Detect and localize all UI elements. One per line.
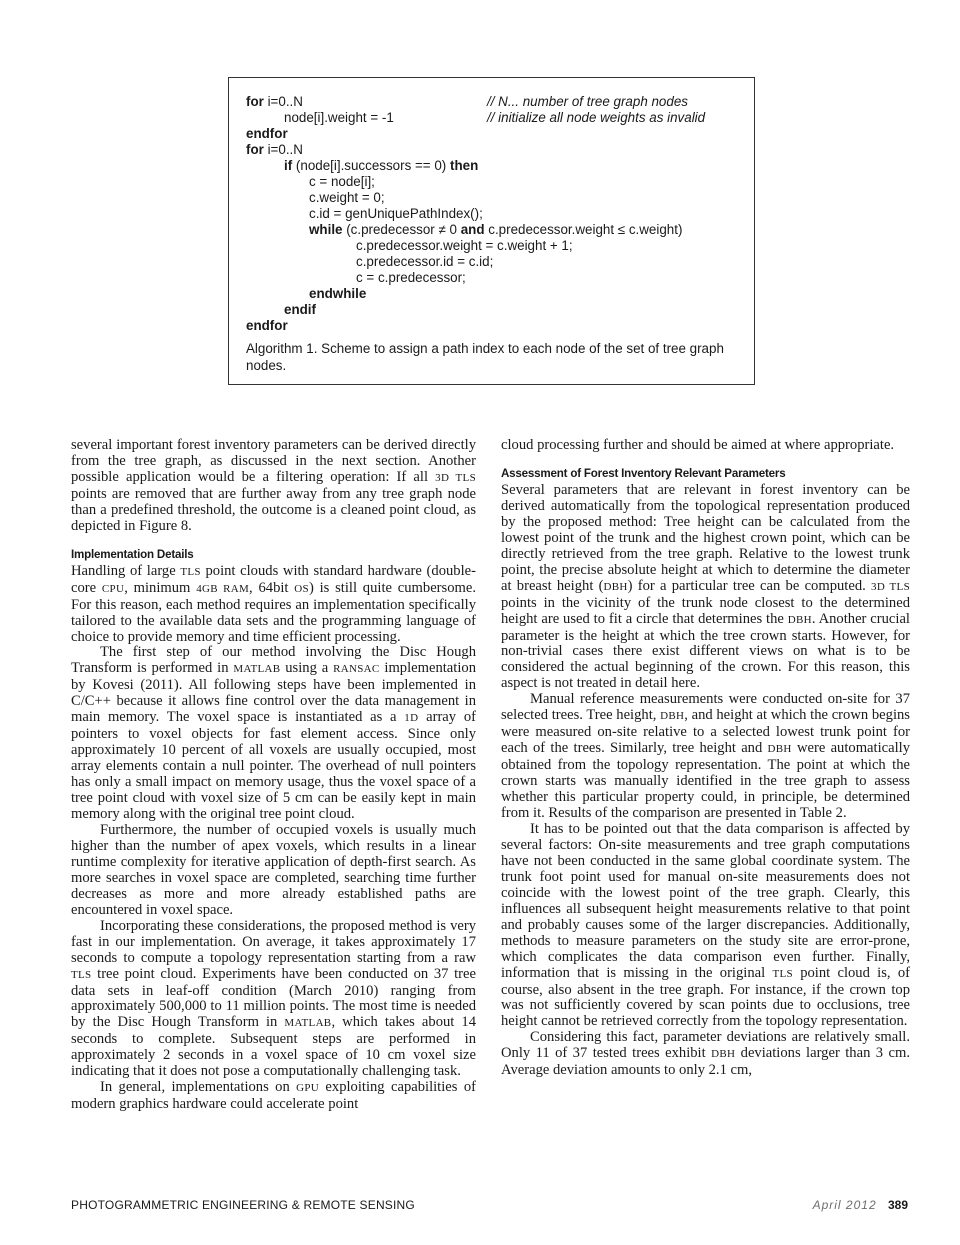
journal-name: PHOTOGRAMMETRIC ENGINEERING & REMOTE SENSING [71,1198,415,1212]
issue-date: April 2012 [812,1198,877,1212]
code-line: endfor [246,126,288,141]
section-heading: Implementation Details [71,547,194,561]
page-info [813,1198,908,1212]
paragraph: Handling of large TLS point clouds with standard hardware (double-core CPU, minimum 4GB RAM, 64bit OS) is still quite cumbersome. For this reason, each method requires an implementation specifically tailored to the available data sets and the programming language of choice to provide memory and time efficient processing. [71,562,476,645]
paragraph: several important forest inventory parameters can be derived directly from the tree graph, as discussed in the next section. Another possible application would be a filtering operation: If all 3D TLS points are removed that are further away from any tree graph node than a predefined threshold, the outcome is a cleaned point cloud, as depicted in Figure 8. [71,437,476,534]
code-line: endif [284,302,316,317]
code-line: if (node[i].successors == 0) then [284,158,479,173]
paragraph: Manual reference measurements were conducted on-site for 37 selected trees. Tree height, DBH, and height at which the crown begins were measured on-site relative to a selected lowest trunk point for each of the trees. Similarly, tree height and DBH were automatically obtained from the topology representation. The point at which the crown starts was manually identified in the tree graph to assess whether this particular property could, in principle, be determined from it. Results of the comparison are presented in Table 2. [501,691,910,822]
paragraph: cloud processing further and should be aimed at where appropriate. [501,437,895,453]
paragraph: Incorporating these considerations, the proposed method is very fast in our implementation. On average, it takes approximately 17 seconds to compute a topology representation starting from a raw TLS tree point cloud. Experiments have been conducted on 37 tree data sets in leaf-off condition (March 2010) ranging from approximately 500,000 to 11 million points. The most time is needed by the Disc Hough Transform in MATLAB, which takes about 14 seconds to complete. Subsequent steps are performed in approximately 2 seconds in a voxel space of 10 cm voxel size indicating that it does not pose a computationally challenging task. [71,917,476,1080]
code-line: c.id = genUniquePathIndex(); [309,206,483,221]
code-line: endwhile [309,286,367,301]
left-column [71,438,476,1113]
algorithm-caption: Algorithm 1. Scheme to assign a path index to each node of the set of tree graph nodes. [246,341,724,373]
paragraph: In general, implementations on GPU exploiting capabilities of modern graphics hardware could accelerate point [71,1079,476,1113]
code-line: c.weight = 0; [309,190,385,205]
code-line: c = c.predecessor; [356,270,466,285]
section-heading: Assessment of Forest Inventory Relevant Parameters [501,466,786,480]
paragraph: Several parameters that are relevant in forest inventory can be derived automatically from the topological representation produced by the proposed method: Tree height can be calculated from the lowest point of the trunk and the highest crown point, which can be directly retrieved from the tree graph. Relative to the lowest trunk point, the precise absolute height at which to determine the diameter at breast height (DBH) for a particular tree can be computed. 3D TLS points in the vicinity of the trunk node closest to the determined height are used to fit a circle that determines the DBH. Another crucial parameter is the height at which the tree crown starts. However, for non-trivial cases there exist different views on what is to be considered the actual beginning of the crown. For this reason, this aspect is not treated in detail here. [501,481,910,692]
code-line: endfor [246,318,288,333]
code-line: node[i].weight = -1 [284,110,394,125]
code-line: c.predecessor.id = c.id; [356,254,494,269]
algorithm-box [228,77,755,385]
code-line: c = node[i]; [309,174,375,189]
right-column [501,438,910,1079]
code-line: while (c.predecessor ≠ 0 and c.predecessor.weight ≤ c.weight) [309,222,683,237]
code-line: for i=0..N [246,94,303,109]
paragraph: Furthermore, the number of occupied voxels is usually much higher than the number of apex voxels, which results in a linear runtime complexity for iterative application of depth-first search. As more searches in voxel space are completed, searching time further decreases as more and more already established paths are encountered in voxel space. [71,821,476,918]
algorithm-comment: // initialize all node weights as invalid [487,110,706,125]
page-number: 389 [887,1198,908,1212]
page-footer [71,1198,908,1216]
code-line: for i=0..N [246,142,303,157]
paragraph: The first step of our method involving the Disc Hough Transform is performed in MATLAB using a RANSAC implementation by Kovesi (2011). All following steps have been implemented in C/C++ because it allows fine control over the data management in main memory. The voxel space is instantiated as a 1D array of pointers to voxel objects for fast element access. Since only approximately 10 percent of all voxels are usually occupied, most array elements contain a null pointer. The overhead of null pointers has only a small impact on memory usage, thus the voxel space of a tree point cloud with voxel size of 5 cm can be easily kept in main memory along with the original tree point cloud. [71,644,476,823]
paragraph: It has to be pointed out that the data comparison is affected by several factors: On-site measurements and tree graph computations have not been conducted in the same global coordinate system. The trunk foot point used for manual on-site measurements does not coincide with the lowest point of the tree graph. Clearly, this influences all subsequent height measurements relative to that point and probably causes some of the larger discrepancies. Additionally, methods to measure parameters on the study site are error-prone, which complicates the data comparison even further. Finally, information that is missing in the original TLS point cloud is, of course, also absent in the tree graph. For instance, if the crown top was not sufficiently covered by scan points due to occlusions, tree height cannot be retrieved correctly from the topology representation. [501,820,910,1030]
code-line: c.predecessor.weight = c.weight + 1; [356,238,573,253]
paragraph: Considering this fact, parameter deviations are relatively small. Only 11 of 37 tested trees exhibit DBH deviations larger than 3 cm. Average deviation amounts to only 2.1 cm, [501,1029,910,1079]
algorithm-comment: // N... number of tree graph nodes [487,94,688,109]
